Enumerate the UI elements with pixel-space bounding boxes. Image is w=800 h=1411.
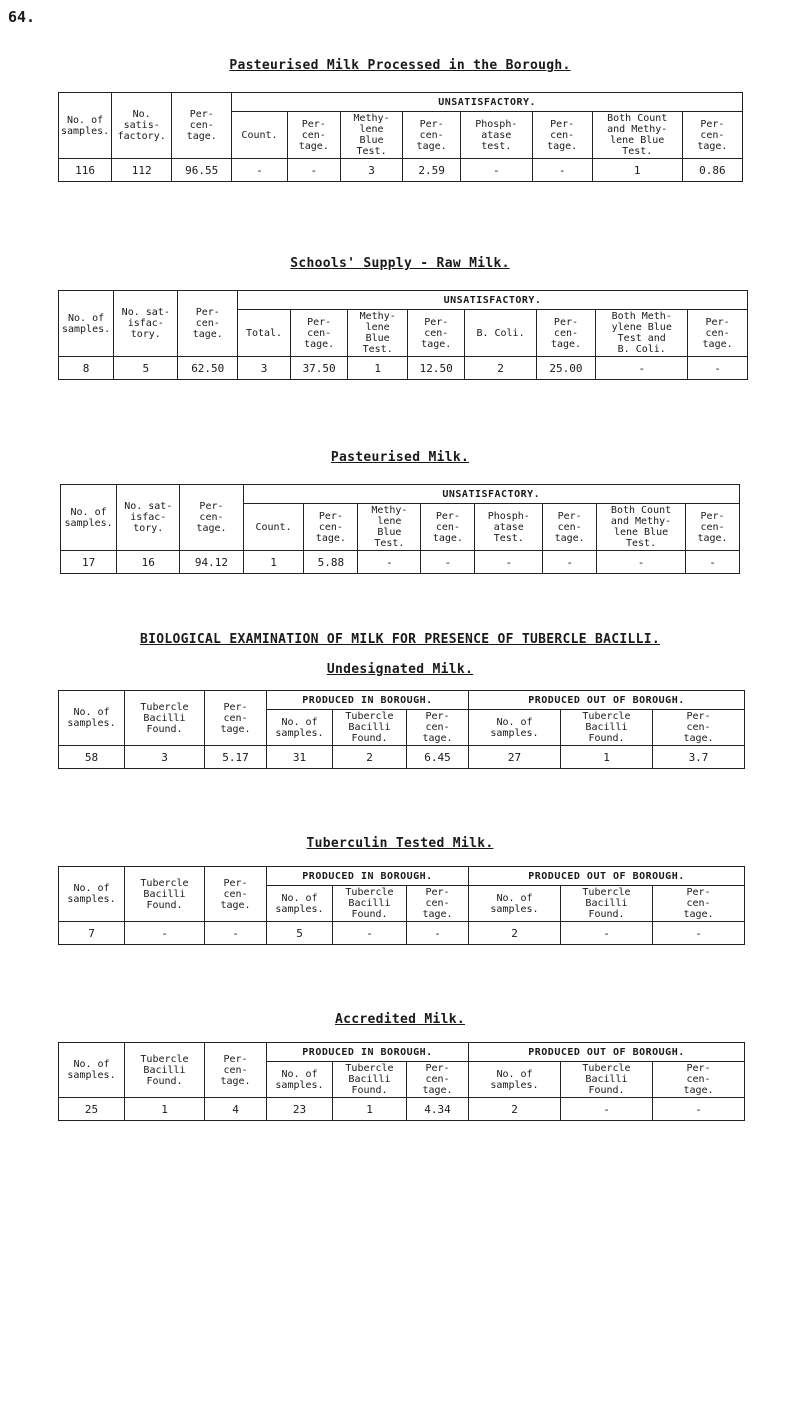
cell: - — [596, 357, 688, 380]
header-out-tubercle: Tubercle Bacilli Found. — [561, 1062, 653, 1098]
cell: - — [125, 922, 205, 945]
header-in-percentage: Per- cen- tage. — [407, 710, 469, 746]
header-no-satisfactory: No. sat- isfac- tory. — [114, 291, 178, 357]
header-no-satisfactory: No. sat- isfac- tory. — [117, 485, 180, 551]
header-in-tubercle: Tubercle Bacilli Found. — [333, 710, 407, 746]
accredited-milk-table — [58, 1042, 745, 1121]
header-no-samples: No. of samples. — [61, 485, 117, 551]
cell: 1 — [333, 1098, 407, 1121]
cell: 5 — [114, 357, 178, 380]
header-produced-in-borough: PRODUCED IN BOROUGH. — [267, 1043, 469, 1062]
tuberculin-tested-table — [58, 866, 745, 945]
header-percentage: Per- cen- tage. — [205, 691, 267, 746]
cell: 62.50 — [178, 357, 238, 380]
cell: 3 — [340, 159, 402, 182]
header-no-samples: No. of samples. — [59, 867, 125, 922]
cell: - — [653, 1098, 745, 1121]
header-methylene-blue: Methy- lene Blue Test. — [348, 310, 408, 357]
cell: 31 — [267, 746, 333, 769]
header-no-satisfactory: No. satis- factory. — [112, 93, 172, 159]
header-produced-in-borough: PRODUCED IN BOROUGH. — [267, 691, 469, 710]
cell: 0.86 — [682, 159, 742, 182]
header-no-samples: No. of samples. — [59, 691, 125, 746]
cell: 1 — [348, 357, 408, 380]
header-tubercle-found: Tubercle Bacilli Found. — [125, 691, 205, 746]
cell: 2 — [465, 357, 536, 380]
section-title: Schools' Supply - Raw Milk. — [290, 256, 510, 271]
header-percentage: Per- cen- tage. — [205, 1043, 267, 1098]
header-phos-percentage: Per- cen- tage. — [532, 112, 592, 159]
cell: - — [333, 922, 407, 945]
cell: 25.00 — [536, 357, 596, 380]
header-in-percentage: Per- cen- tage. — [407, 1062, 469, 1098]
cell: 4 — [205, 1098, 267, 1121]
header-both-percentage: Per- cen- tage. — [688, 310, 748, 357]
header-b-coli: B. Coli. — [465, 310, 536, 357]
header-both-percentage: Per- cen- tage. — [686, 504, 740, 551]
header-tubercle-found: Tubercle Bacilli Found. — [125, 1043, 205, 1098]
header-out-samples: No. of samples. — [469, 886, 561, 922]
section-title: Pasteurised Milk. — [330, 450, 470, 465]
header-in-samples: No. of samples. — [267, 710, 333, 746]
cell: 6.45 — [407, 746, 469, 769]
header-phosphatase: Phosph- atase test. — [460, 112, 532, 159]
cell: 3.7 — [653, 746, 745, 769]
section-title: Undesignated Milk. — [326, 662, 474, 677]
header-phosphatase: Phosph- atase Test. — [475, 504, 543, 551]
table-row — [59, 357, 748, 380]
cell: - — [358, 551, 421, 574]
header-out-percentage: Per- cen- tage. — [653, 710, 745, 746]
header-unsatisfactory: UNSATISFACTORY. — [232, 93, 743, 112]
header-out-percentage: Per- cen- tage. — [653, 1062, 745, 1098]
header-both: Both Meth- ylene Blue Test and B. Coli. — [596, 310, 688, 357]
header-mb-percentage: Per- cen- tage. — [421, 504, 475, 551]
cell: 1 — [125, 1098, 205, 1121]
header-both: Both Count and Methy- lene Blue Test. — [597, 504, 686, 551]
header-total: Total. — [238, 310, 291, 357]
cell: - — [653, 922, 745, 945]
cell: - — [688, 357, 748, 380]
header-no-samples: No. of samples. — [59, 93, 112, 159]
header-unsatisfactory: UNSATISFACTORY. — [238, 291, 748, 310]
header-in-percentage: Per- cen- tage. — [407, 886, 469, 922]
table-row — [59, 746, 745, 769]
table-row — [61, 551, 740, 574]
cell: - — [287, 159, 340, 182]
cell: - — [532, 159, 592, 182]
cell: 12.50 — [408, 357, 465, 380]
header-phos-percentage: Per- cen- tage. — [543, 504, 597, 551]
cell: 25 — [59, 1098, 125, 1121]
cell: 3 — [125, 746, 205, 769]
cell: - — [561, 1098, 653, 1121]
section-title: Tuberculin Tested Milk. — [306, 836, 494, 851]
header-percentage: Per- cen- tage. — [205, 867, 267, 922]
header-out-percentage: Per- cen- tage. — [653, 886, 745, 922]
page-number: 64. — [8, 8, 36, 26]
schools-raw-milk-table — [58, 290, 748, 380]
cell: 8 — [59, 357, 114, 380]
header-produced-out-of-borough: PRODUCED OUT OF BOROUGH. — [469, 691, 745, 710]
cell: - — [597, 551, 686, 574]
cell: 23 — [267, 1098, 333, 1121]
cell: 2 — [469, 922, 561, 945]
header-mb-percentage: Per- cen- tage. — [408, 310, 465, 357]
header-methylene-blue: Methy- lene Blue Test. — [358, 504, 421, 551]
cell: 16 — [117, 551, 180, 574]
cell: - — [543, 551, 597, 574]
header-no-samples: No. of samples. — [59, 291, 114, 357]
header-out-samples: No. of samples. — [469, 710, 561, 746]
header-in-samples: No. of samples. — [267, 886, 333, 922]
cell: - — [421, 551, 475, 574]
table-row — [59, 922, 745, 945]
header-count: Count. — [243, 504, 304, 551]
cell: 116 — [59, 159, 112, 182]
cell: 2 — [333, 746, 407, 769]
header-in-tubercle: Tubercle Bacilli Found. — [333, 1062, 407, 1098]
pasteurised-milk-table — [60, 484, 740, 574]
header-no-samples: No. of samples. — [59, 1043, 125, 1098]
header-percentage: Per- cen- tage. — [178, 291, 238, 357]
cell: 37.50 — [290, 357, 347, 380]
header-in-tubercle: Tubercle Bacilli Found. — [333, 886, 407, 922]
table-row — [59, 159, 743, 182]
cell: 5.88 — [304, 551, 358, 574]
cell: - — [232, 159, 287, 182]
header-unsatisfactory: UNSATISFACTORY. — [243, 485, 739, 504]
header-both-percentage: Per- cen- tage. — [682, 112, 742, 159]
biological-heading: BIOLOGICAL EXAMINATION OF MILK FOR PRESENCE OF TUBERCLE BACILLI. — [139, 632, 661, 647]
cell: 2.59 — [403, 159, 461, 182]
cell: 2 — [469, 1098, 561, 1121]
header-in-samples: No. of samples. — [267, 1062, 333, 1098]
cell: 5 — [267, 922, 333, 945]
cell: 17 — [61, 551, 117, 574]
cell: 58 — [59, 746, 125, 769]
cell: - — [407, 922, 469, 945]
header-count: Count. — [232, 112, 287, 159]
section-title: Pasteurised Milk Processed in the Borough. — [229, 58, 571, 73]
section-title: Accredited Milk. — [334, 1012, 466, 1027]
header-out-samples: No. of samples. — [469, 1062, 561, 1098]
cell: - — [205, 922, 267, 945]
cell: 7 — [59, 922, 125, 945]
cell: 1 — [592, 159, 682, 182]
cell: 96.55 — [172, 159, 232, 182]
cell: 27 — [469, 746, 561, 769]
cell: 5.17 — [205, 746, 267, 769]
cell: - — [686, 551, 740, 574]
cell: - — [475, 551, 543, 574]
header-produced-in-borough: PRODUCED IN BOROUGH. — [267, 867, 469, 886]
header-produced-out-of-borough: PRODUCED OUT OF BOROUGH. — [469, 1043, 745, 1062]
cell: - — [561, 922, 653, 945]
header-mb-percentage: Per- cen- tage. — [403, 112, 461, 159]
header-percentage: Per- cen- tage. — [172, 93, 232, 159]
cell: 3 — [238, 357, 291, 380]
header-produced-out-of-borough: PRODUCED OUT OF BOROUGH. — [469, 867, 745, 886]
table-row — [59, 1098, 745, 1121]
header-methylene-blue: Methy- lene Blue Test. — [340, 112, 402, 159]
header-count-percentage: Per- cen- tage. — [304, 504, 358, 551]
header-count-percentage: Per- cen- tage. — [287, 112, 340, 159]
cell: 94.12 — [180, 551, 243, 574]
header-out-tubercle: Tubercle Bacilli Found. — [561, 710, 653, 746]
cell: 1 — [561, 746, 653, 769]
cell: 1 — [243, 551, 304, 574]
cell: 4.34 — [407, 1098, 469, 1121]
header-total-percentage: Per- cen- tage. — [290, 310, 347, 357]
undesignated-milk-table — [58, 690, 745, 769]
header-both: Both Count and Methy- lene Blue Test. — [592, 112, 682, 159]
header-tubercle-found: Tubercle Bacilli Found. — [125, 867, 205, 922]
pasteurised-processed-table — [58, 92, 743, 182]
header-bcoli-percentage: Per- cen- tage. — [536, 310, 596, 357]
cell: - — [460, 159, 532, 182]
header-out-tubercle: Tubercle Bacilli Found. — [561, 886, 653, 922]
cell: 112 — [112, 159, 172, 182]
header-percentage: Per- cen- tage. — [180, 485, 243, 551]
